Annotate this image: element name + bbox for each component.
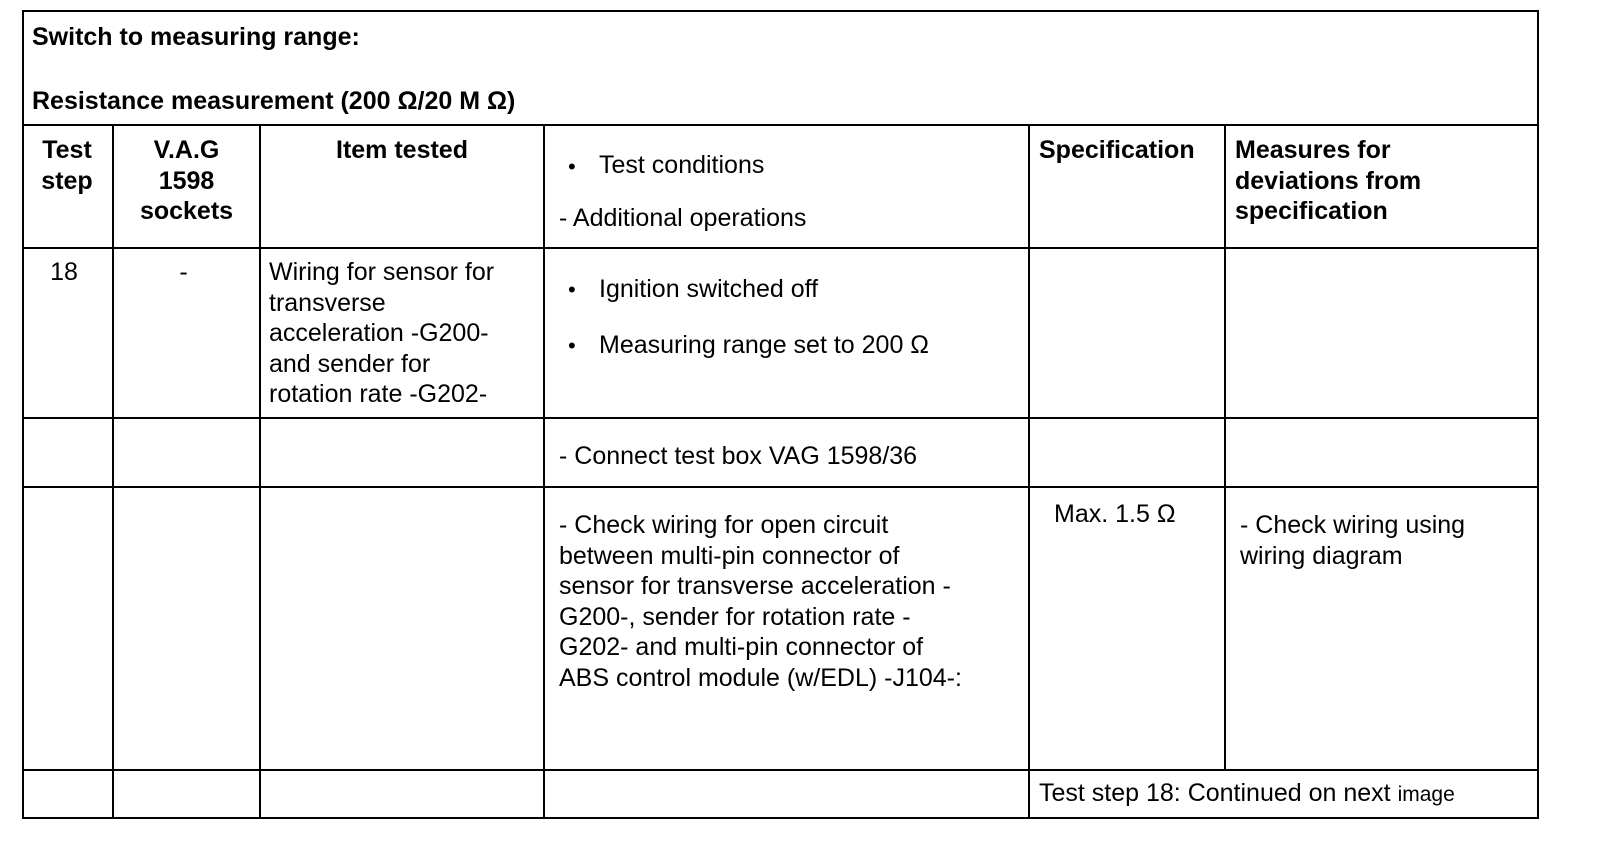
col-divider bbox=[543, 124, 545, 819]
specification-value: Max. 1.5 Ω bbox=[1054, 500, 1176, 528]
col-header-measures: Measures for deviations from specification bbox=[1235, 136, 1422, 225]
operation-connect-test-box: - Connect test box VAG 1598/36 bbox=[559, 442, 918, 470]
item-tested-text: Wiring for sensor for transverse acceleration -G200- and sender for rotation rate -G202- bbox=[269, 258, 495, 408]
test-step-number: 18 bbox=[50, 258, 78, 286]
header-divider bbox=[22, 124, 1539, 126]
row-divider bbox=[22, 486, 1539, 488]
row-divider bbox=[22, 769, 1539, 771]
col-divider bbox=[112, 124, 114, 819]
row-divider bbox=[22, 417, 1539, 419]
bullet-icon: • bbox=[568, 154, 576, 179]
test-table bbox=[22, 10, 1539, 819]
col-header-test-conditions: Test conditions bbox=[599, 151, 765, 179]
col-divider bbox=[259, 124, 261, 819]
col-divider bbox=[1028, 124, 1030, 819]
col-header-additional-operations: - Additional operations bbox=[559, 204, 807, 232]
condition-ignition: Ignition switched off bbox=[599, 275, 819, 303]
header-line-2: Resistance measurement (200 Ω/20 M Ω) bbox=[32, 87, 516, 115]
col-header-specification: Specification bbox=[1039, 136, 1195, 164]
col-divider bbox=[1224, 124, 1226, 771]
condition-measuring-range: Measuring range set to 200 Ω bbox=[599, 331, 929, 359]
measure-text: - Check wiring using wiring diagram bbox=[1240, 511, 1466, 570]
column-header-divider bbox=[22, 247, 1539, 249]
continued-note: Test step 18: Continued on next image bbox=[1039, 779, 1455, 807]
header-line-1: Switch to measuring range: bbox=[32, 23, 360, 51]
bullet-icon: • bbox=[568, 277, 576, 302]
bullet-icon: • bbox=[568, 333, 576, 358]
vag-sockets-value: - bbox=[179, 258, 188, 286]
table-frame bbox=[22, 10, 1539, 819]
col-header-test-step: Test step bbox=[41, 136, 93, 195]
col-header-vag-sockets: V.A.G 1598 sockets bbox=[139, 136, 234, 225]
col-header-item-tested: Item tested bbox=[336, 136, 468, 164]
operation-check-wiring: - Check wiring for open circuit between multi-pin connector of sensor for transverse acceleration - G200-, sender for rotation rate - G202- and multi-pin connector of ABS control module (w/EDL) -J104-: bbox=[559, 511, 962, 692]
